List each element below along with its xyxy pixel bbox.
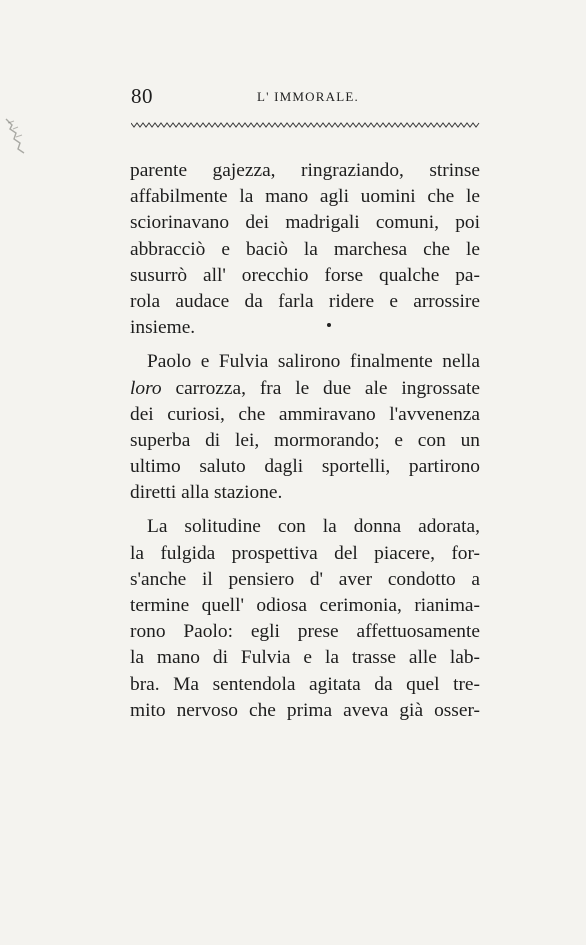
text-line: mito nervoso che prima aveva già osser- — [130, 699, 480, 721]
text-line: susurrò all' orecchio forse qualche pa- — [130, 264, 480, 286]
text-line: La solitudine con la donna adorata, — [147, 516, 480, 538]
text-line: superba di lei, mormorando; e con un — [130, 429, 480, 451]
text-line: rono Paolo: egli prese affettuosamente — [130, 621, 480, 643]
text-line: parente gajezza, ringraziando, strinse — [130, 160, 480, 181]
text-line: Paolo e Fulvia salirono finalmente nella — [147, 351, 480, 373]
text-line: dei curiosi, che ammiravano l'avvenenza — [130, 403, 480, 425]
running-title: L' IMMORALE. — [257, 89, 359, 104]
text-line: termine quell' odiosa cerimonia, rianima- — [130, 595, 480, 616]
text-line: s'anche il pensiero d' aver condotto a — [130, 568, 480, 590]
page-header — [131, 84, 481, 114]
body-text — [130, 158, 480, 724]
text-line: sciorinavano dei madrigali comuni, poi — [130, 212, 480, 234]
text-line: affabilmente la mano agli uomini che le — [130, 186, 480, 208]
text-line: la fulgida prospettiva del piacere, for- — [130, 542, 480, 564]
ink-speck — [327, 323, 331, 327]
text-line: bra. Ma sentendola agitata da quel tre- — [130, 673, 480, 695]
header-rule-ornament — [131, 120, 481, 130]
page-stain — [4, 115, 32, 155]
text-line: abbracciò e baciò la marchesa che le — [130, 238, 480, 260]
text-line-with-italic — [130, 376, 480, 402]
italic-word: loro — [130, 377, 162, 399]
page-number: 80 — [131, 84, 153, 108]
text-line: la mano di Fulvia e la trasse alle lab- — [130, 647, 480, 669]
text-line: insieme. — [130, 317, 196, 339]
text-line-rest: carrozza, fra le due ale ingrossate — [161, 377, 480, 399]
text-line: rola audace da farla ridere e arrossire — [130, 290, 480, 312]
text-line: ultimo saluto dagli sportelli, partirono — [130, 456, 480, 478]
text-line: diretti alla stazione. — [130, 482, 283, 504]
